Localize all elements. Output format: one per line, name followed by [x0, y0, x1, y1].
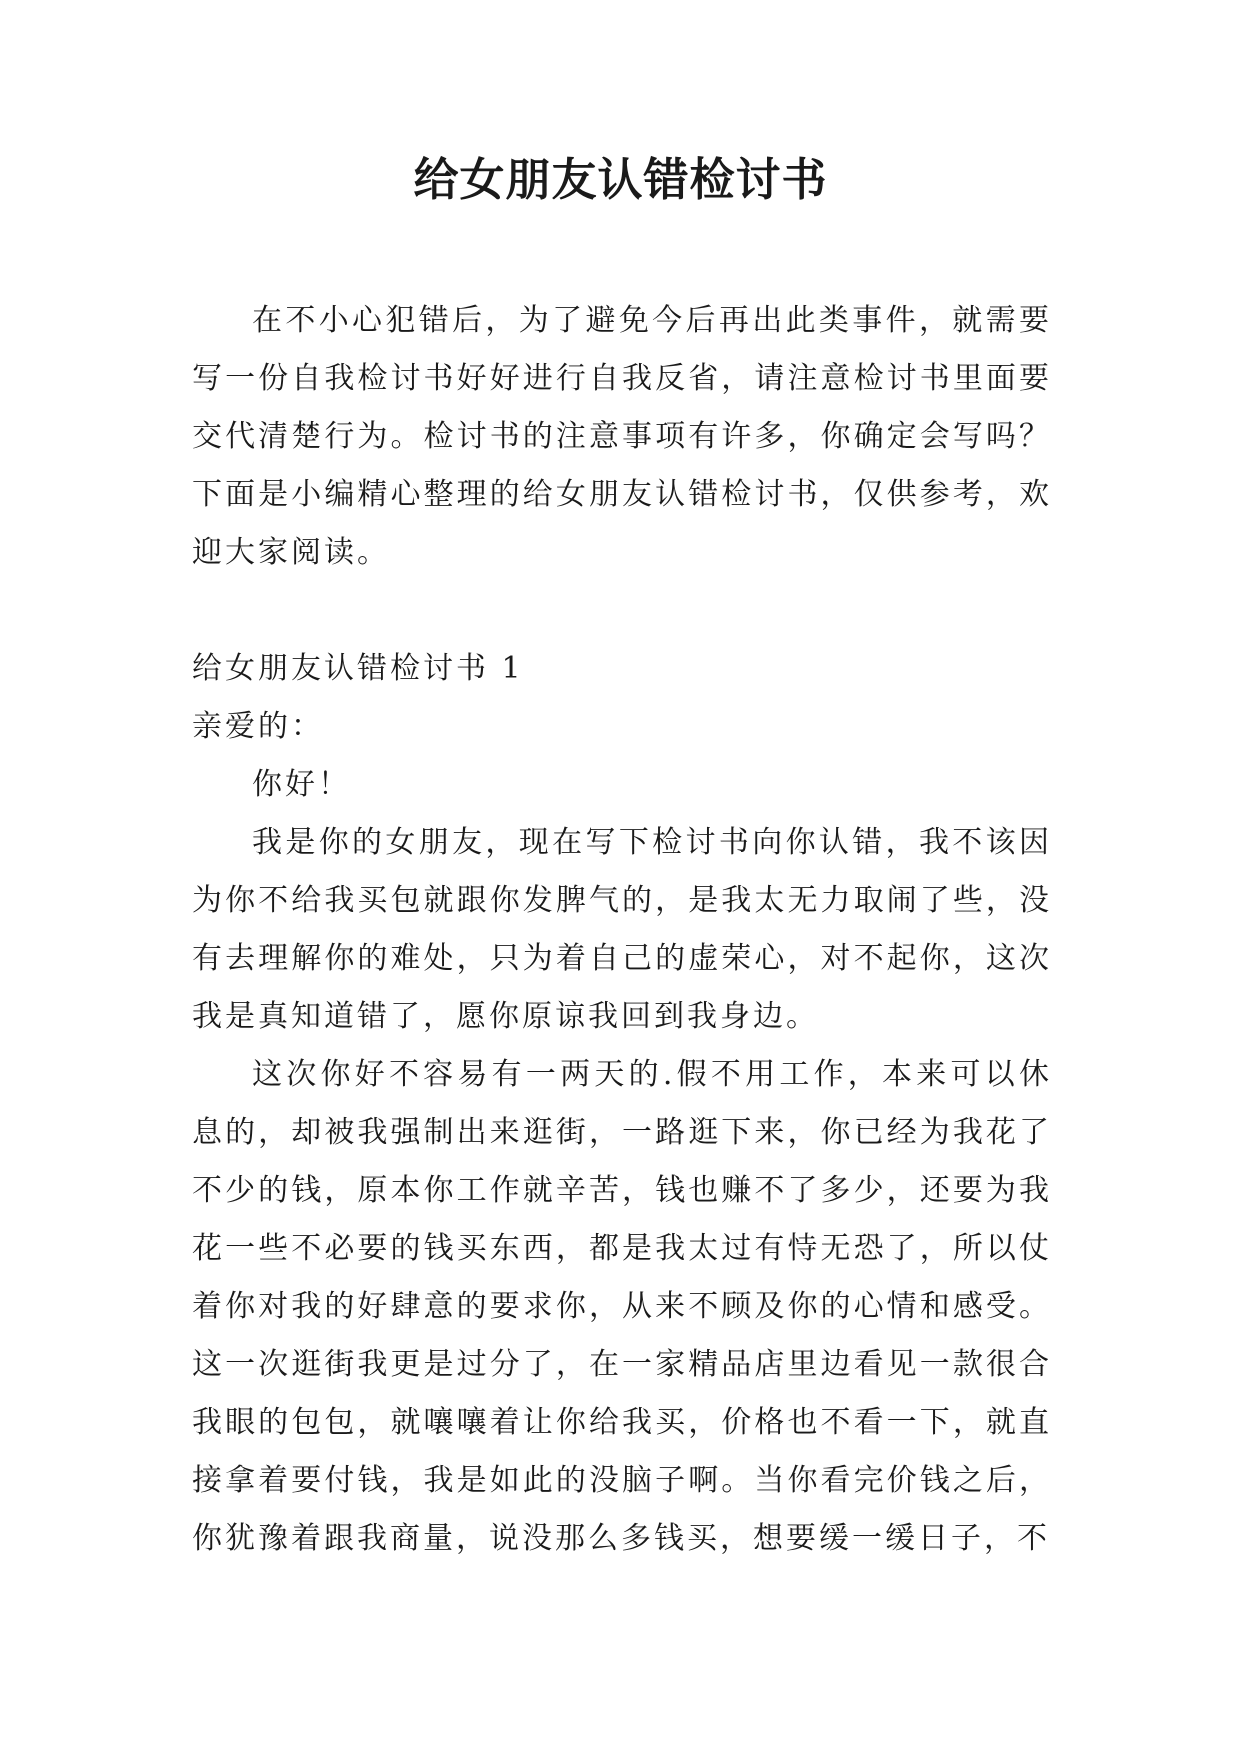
- body-paragraph: 这次你好不容易有一两天的.假不用工作，本来可以休息的，却被我强制出来逛街，一路逛下来，你已经为我花了不少的钱，原本你工作就辛苦，钱也赚不了多少，还要为我花一些不必要的钱买东西，都是我太过有恃无恐了，所以仗着你对我的好肆意的要求你，从来不顾及你的心情和感受。这一次逛街我更是过分了，在一家精品店里边看见一款很合我眼的包包，就嚷嚷着让你给我买，价格也不看一下，就直接拿着要付钱，我是如此的没脑子啊。当你看完价钱之后，你犹豫着跟我商量，说没那么多钱买，想要缓一缓日子，不: [192, 1057, 1052, 1556]
- salutation: 亲爱的：: [192, 709, 324, 744]
- document-title: 给女朋友认错检讨书: [413, 153, 828, 206]
- greeting: 你好！: [252, 767, 351, 802]
- document-body: [192, 292, 1052, 1568]
- intro-paragraph: 在不小心犯错后，为了避免今后再出此类事件，就需要写一份自我检讨书好好进行自我反省，请注意检讨书里面要交代清楚行为。检讨书的注意事项有许多，你确定会写吗？下面是小编精心整理的给女朋友认错检讨书，仅供参考，欢迎大家阅读。: [192, 303, 1052, 570]
- section-heading: 给女朋友认错检讨书 1: [192, 651, 524, 686]
- body-paragraph: 我是你的女朋友，现在写下检讨书向你认错，我不该因为你不给我买包就跟你发脾气的，是我太无力取闹了些，没有去理解你的难处，只为着自己的虚荣心，对不起你，这次我是真知道错了，愿你原谅我回到我身边。: [192, 825, 1052, 1034]
